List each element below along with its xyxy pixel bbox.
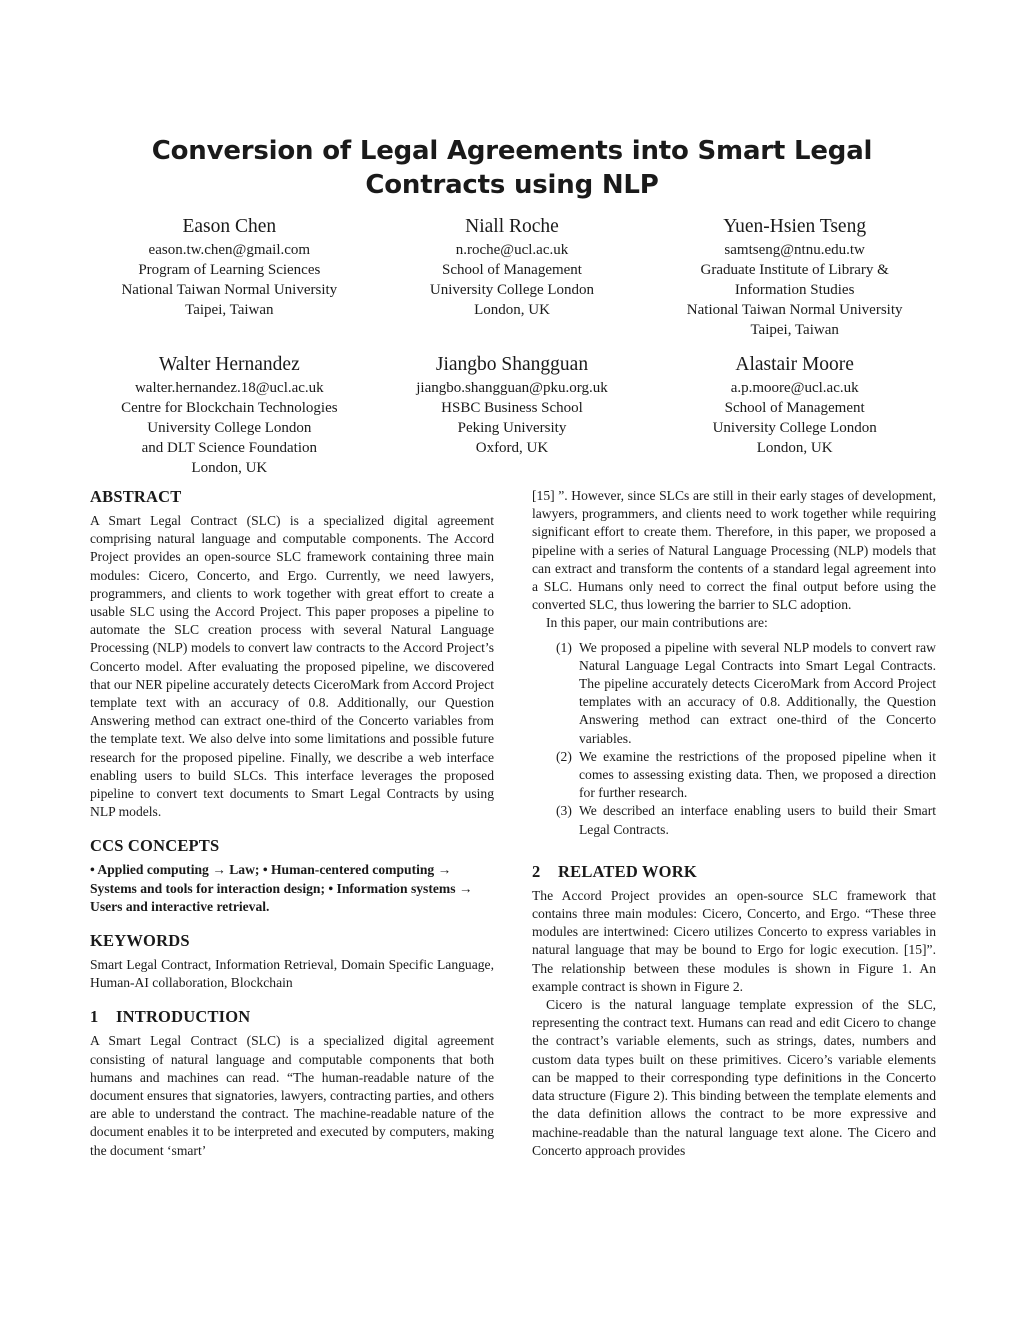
author-affiliation: School of Management (724, 400, 865, 416)
contributions-intro: In this paper, our main contributions are: (546, 615, 768, 631)
author-email: a.p.moore@ucl.ac.uk (730, 380, 859, 396)
author-card (371, 214, 654, 340)
ccs-heading: CCS CONCEPTS (90, 836, 220, 856)
list-marker: (3) (556, 803, 572, 819)
intro-heading (90, 1006, 494, 1028)
author-name: Yuen-Hsien Tseng (723, 216, 867, 237)
keywords-text: Smart Legal Contract, Information Retrieval, Domain Specific Language, Human-AI collaboration, Blockchain (90, 957, 494, 991)
section-number: 1 (90, 1007, 99, 1027)
author-name: Alastair Moore (735, 354, 854, 375)
related-work-p2: Cicero is the natural language template expression of the SLC, representing the contract text. Humans can read and edit Cicero to change the contract’s variable elements, such as strings, dates, numbers and custom data types built on these primitives. Cicero’s variable elements can be mapped to their corresponding type definitions in the Concerto data structure (Figure 2). This binding between the template elements and the data definition allows the contract to be more expressive and machine-readable than the natural language text alone. The Cicero and Concerto approach provides (532, 997, 936, 1158)
list-item-text: We described an interface enabling users to build their Smart Legal Contracts. (579, 803, 936, 837)
author-card (88, 352, 371, 478)
author-affiliation: Information Studies (734, 282, 855, 298)
author-location: London, UK (191, 460, 268, 476)
author-affiliation: Peking University (457, 420, 567, 436)
author-affiliation: Centre for Blockchain Technologies (121, 400, 338, 416)
contributions-list (532, 639, 936, 839)
list-marker: (2) (556, 748, 572, 764)
author-location: Taipei, Taiwan (750, 322, 839, 338)
author-affiliation: and DLT Science Foundation (141, 440, 318, 456)
intro-text: A Smart Legal Contract (SLC) is a specialized digital agreement consisting of natural language and computable components that both humans and machines can read. “The human-readable nature of the document ensures that signatories, lawyers, contracting parties, and others are able to understand the contract. The machine-readable nature of the document enables it to be interpreted and executed by computers, making the document ‘smart’ (90, 1033, 494, 1158)
author-email: n.roche@ucl.ac.uk (455, 242, 569, 258)
author-card (371, 352, 654, 478)
list-item-text: We examine the restrictions of the proposed pipeline when it comes to assessing existing data. Then, we proposed a direction for further research. (579, 748, 936, 801)
author-name: Niall Roche (465, 216, 559, 237)
right-column (532, 487, 936, 1160)
abstract-text: A Smart Legal Contract (SLC) is a specialized digital agreement comprising natural language and computable components. The Accord Project provides an open-source SLC framework containing three main modules: Cicero, Concerto, and Ergo. Currently, we need lawyers, programmers, and clients to work together with great effort to create a usable SLC using the Accord Project. This paper proposes a pipeline to automate the SLC creation process with several Natural Language Processing (NLP) models to convert law contracts to the Accord Project’s Concerto model. After evaluating the proposed pipeline, we discovered that our NER pipeline accurately detects CiceroMark from Accord Project template text with an accuracy of 0.8. Additionally, our Question Answering method can extract one-third of the Concerto variables from the template text. We also delve into some limitations and possible future research for the proposed pipeline. Finally, we describe a web interface enabling users to build SLCs. This interface leverages the proposed pipeline to convert text documents to Smart Legal Contracts by using NLP models. (90, 513, 494, 820)
keywords-heading: KEYWORDS (90, 931, 190, 951)
author-name: Jiangbo Shangguan (435, 354, 589, 375)
author-location: Taipei, Taiwan (185, 302, 274, 318)
list-item-text: We proposed a pipeline with several NLP models to convert raw Natural Language Legal Contracts into Smart Legal Contracts. The pipeline accurately detects CiceroMark from Accord Project templates with an accuracy of 0.8. Additionally, the Question Answering method can extract one-third of the Concerto variables. (579, 639, 936, 746)
author-affiliation: National Taiwan Normal University (686, 302, 903, 318)
author-email: samtseng@ntnu.edu.tw (724, 242, 865, 258)
paper-title: Conversion of Legal Agreements into Smart Legal Contracts using NLP (151, 136, 873, 200)
author-email: eason.tw.chen@gmail.com (148, 242, 311, 258)
author-block-row-1 (88, 214, 936, 340)
section-number: 2 (532, 861, 541, 881)
author-affiliation: Graduate Institute of Library & (700, 262, 889, 278)
author-email: walter.hernandez.18@ucl.ac.uk (134, 380, 324, 396)
related-work-heading (532, 861, 936, 883)
left-column (90, 486, 494, 1160)
list-item (532, 639, 936, 748)
author-location: Oxford, UK (475, 440, 549, 456)
author-card (653, 352, 936, 478)
author-affiliation: National Taiwan Normal University (121, 282, 338, 298)
author-affiliation: University College London (429, 282, 595, 298)
abstract-heading: ABSTRACT (90, 487, 182, 506)
author-name: Walter Hernandez (158, 354, 300, 375)
author-affiliation: University College London (712, 420, 877, 436)
list-item (532, 748, 936, 803)
author-affiliation: University College London (147, 420, 312, 436)
author-affiliation: HSBC Business School (441, 400, 583, 416)
section-title: INTRODUCTION (116, 1007, 251, 1027)
author-email: jiangbo.shangguan@pku.org.uk (416, 380, 608, 396)
author-location: London, UK (474, 302, 550, 318)
ccs-text: • Applied computing → Law; • Human-centered computing → Systems and tools for interaction design; • Information systems → Users and interactive retrieval. (90, 862, 473, 914)
author-card (653, 214, 936, 340)
section-title: RELATED WORK (558, 861, 697, 881)
author-affiliation: Program of Learning Sciences (138, 262, 321, 278)
list-marker: (1) (556, 639, 572, 655)
author-block-row-2 (88, 352, 936, 478)
related-work-p1: The Accord Project provides an open-source SLC framework that contains three main modules: Cicero, Concerto, and Ergo. “These three modules are intertwined: Cicero utilizes Concerto to express variables in natural language that may be bound to Ergo for logic execution. [15]”. The relationship between these modules is shown in Figure 1. An example contract is shown in Figure 2. (532, 887, 936, 994)
author-location: London, UK (756, 440, 833, 456)
author-card (88, 214, 371, 340)
intro-continuation: [15] ”. However, since SLCs are still in their early stages of development, lawyers, programmers, and clients need to work together while requiring significant effort to create them. Therefore, in this paper, we proposed a pipeline with a series of Natural Language Processing (NLP) models that can extract and transform the contents of a standard legal agreement into a SLC. Humans only need to correct the final output before using the converted SLC, thus lowering the barrier to SLC adoption. (532, 488, 936, 613)
author-name: Eason Chen (182, 216, 277, 237)
list-item (532, 802, 936, 838)
author-affiliation: School of Management (442, 262, 582, 278)
